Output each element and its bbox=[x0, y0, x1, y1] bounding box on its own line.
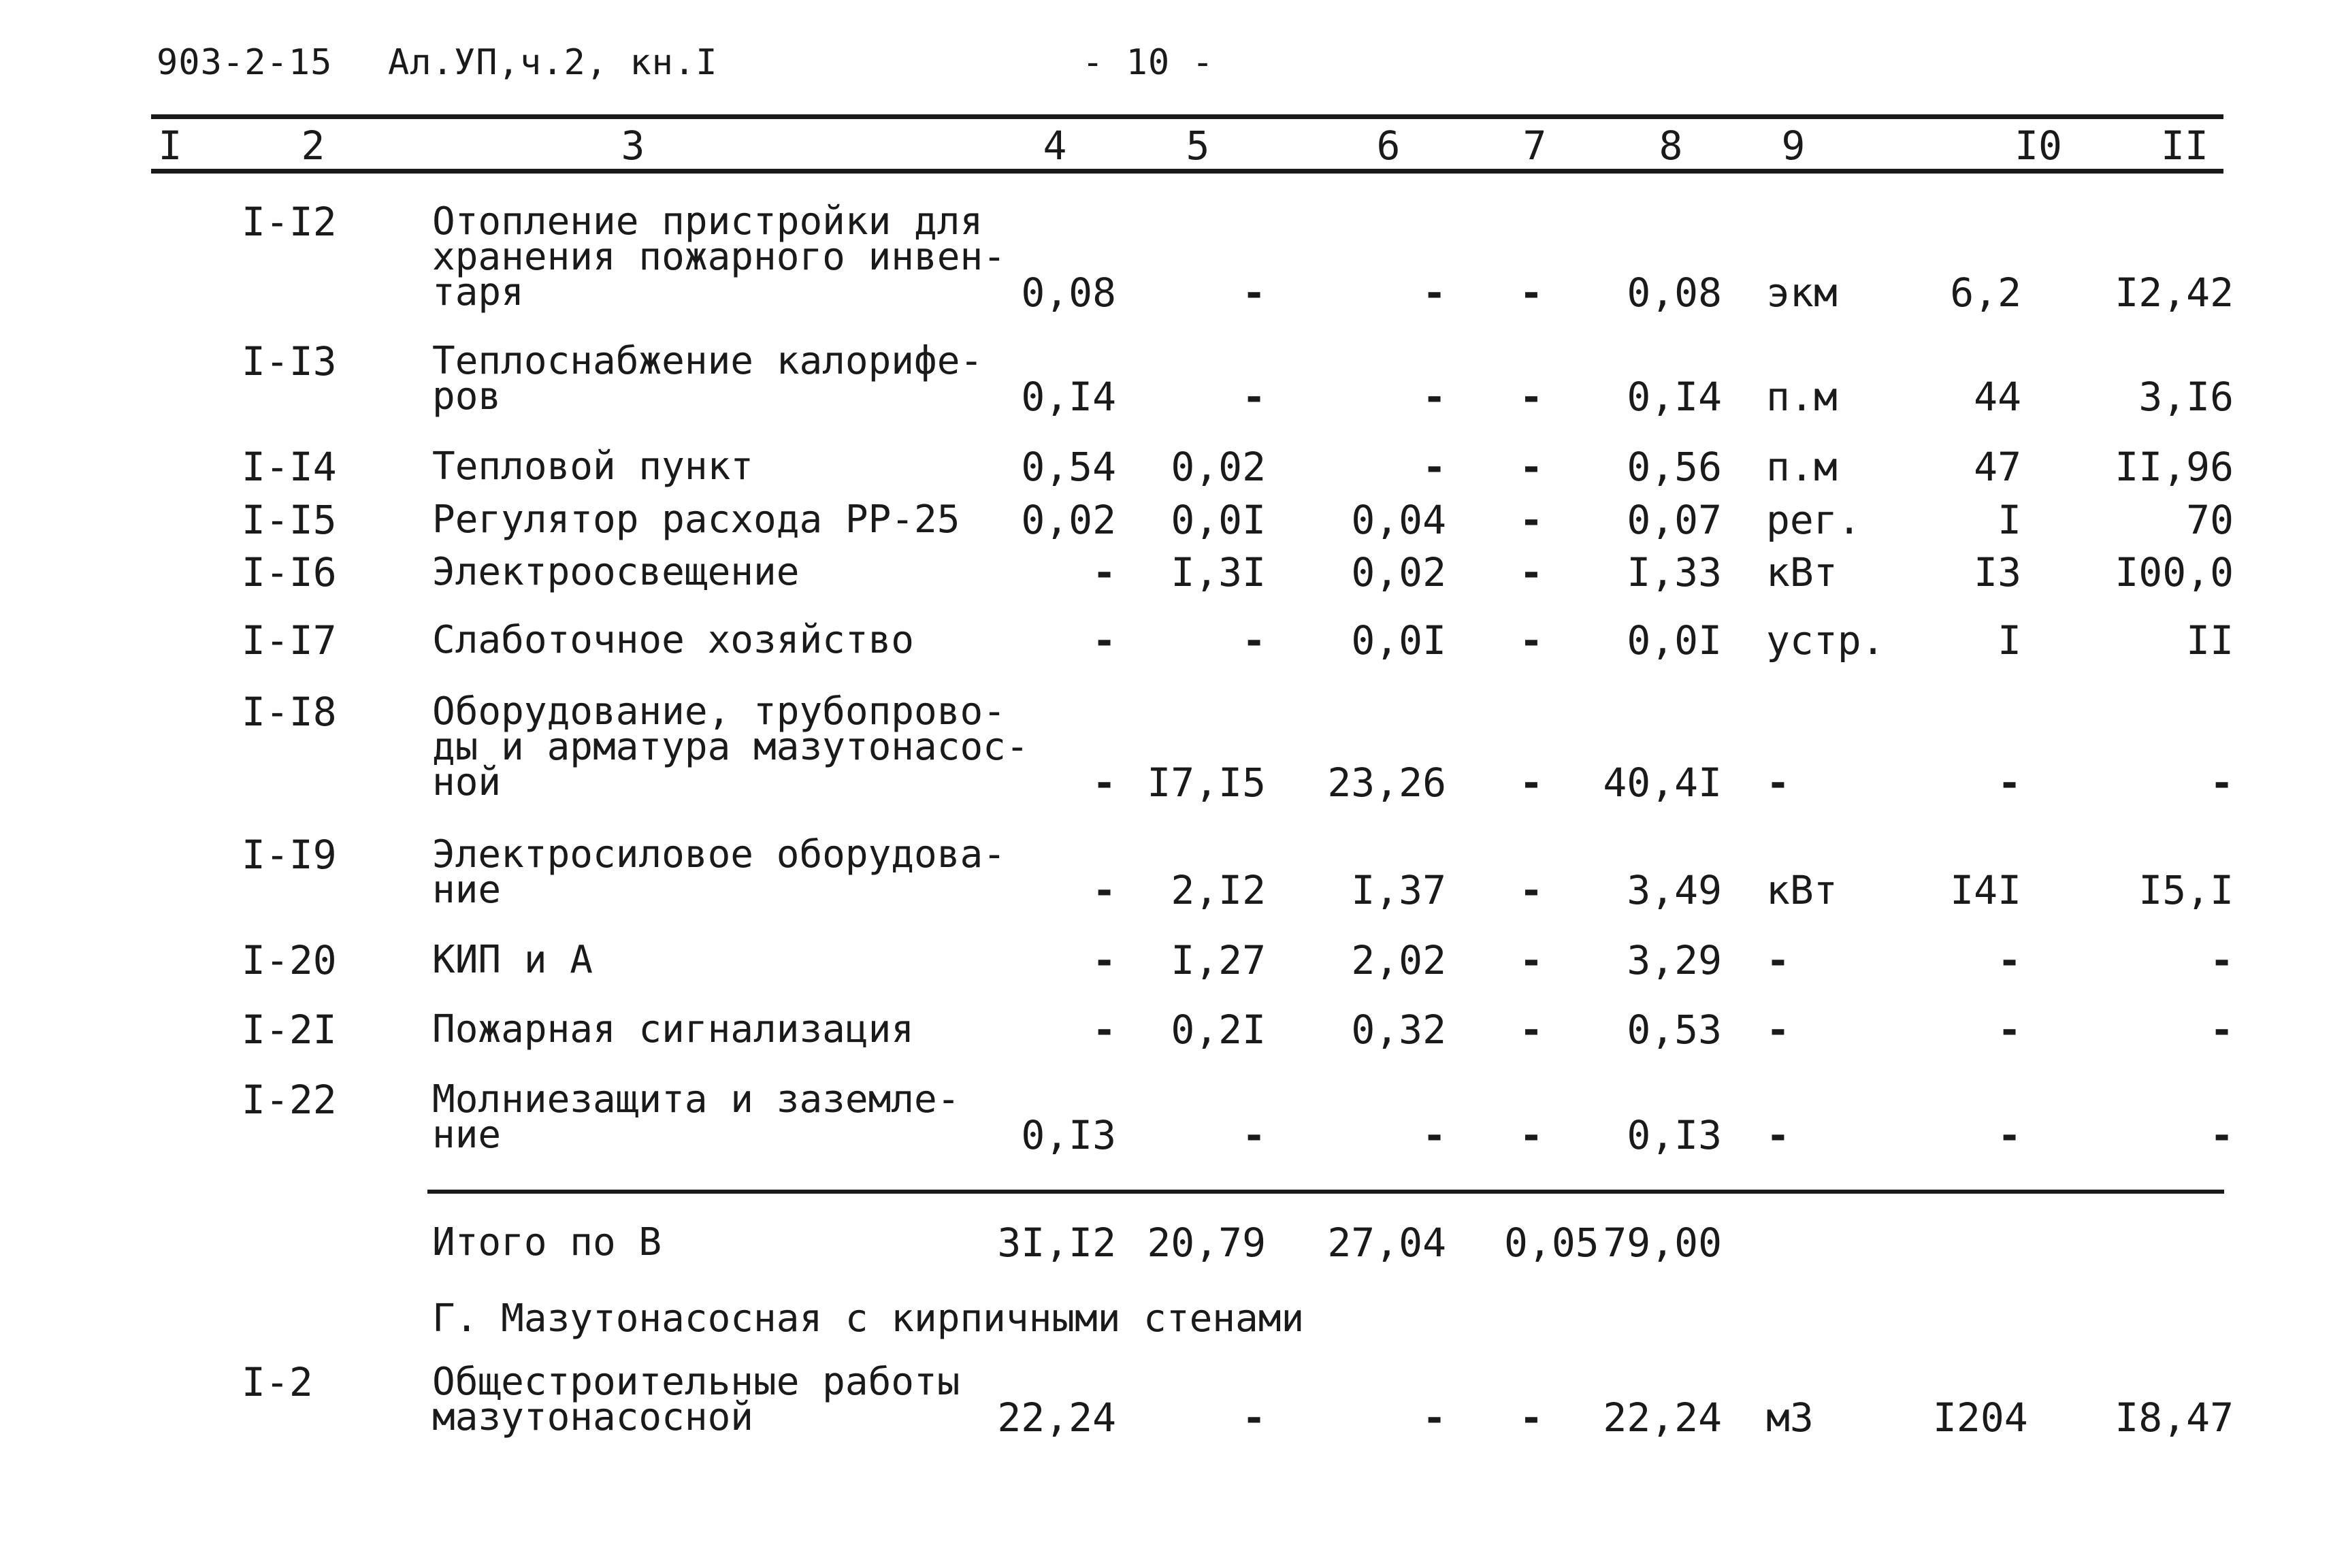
row-c7: - bbox=[1519, 867, 1544, 913]
row-c4: - bbox=[1092, 617, 1116, 664]
row-c10: - bbox=[1998, 1112, 2021, 1158]
row-c6: I,37 bbox=[1351, 867, 1446, 913]
row-c8: 0,I4 bbox=[1627, 374, 1722, 420]
row-code: I-I3 bbox=[242, 338, 337, 385]
row-desc: Электросиловое оборудова- ние bbox=[432, 832, 1006, 912]
album-ref: Ал.УП,ч.2, кн.I bbox=[388, 42, 718, 83]
row-c10: - bbox=[1998, 760, 2021, 806]
row-code: I-I6 bbox=[242, 549, 337, 595]
total-rule bbox=[427, 1190, 2224, 1194]
row-desc: Слаботочное хозяйство bbox=[432, 618, 915, 662]
row-code: I-2 bbox=[242, 1359, 313, 1405]
row-c9: кВт bbox=[1766, 549, 1838, 595]
row-c8: 0,07 bbox=[1627, 497, 1722, 543]
row-desc: Электроосвещение bbox=[432, 550, 800, 594]
total-c6: 27,04 bbox=[1327, 1220, 1446, 1266]
total-c4: 3I,I2 bbox=[997, 1220, 1116, 1266]
row-c6: 0,04 bbox=[1351, 497, 1446, 543]
row-c11: - bbox=[2210, 937, 2234, 983]
row-c8: 0,I3 bbox=[1627, 1112, 1722, 1158]
row-c4: - bbox=[1092, 760, 1116, 806]
row-c5: 0,02 bbox=[1171, 444, 1266, 490]
col-header: II bbox=[2161, 122, 2208, 169]
row-c10: I4I bbox=[1950, 867, 2021, 913]
row-c10: I bbox=[1998, 617, 2021, 664]
row-c5: 2,I2 bbox=[1171, 867, 1266, 913]
row-c11: 70 bbox=[2186, 497, 2234, 543]
row-c9: - bbox=[1766, 1007, 1790, 1053]
row-c7: - bbox=[1519, 937, 1544, 983]
total-c8: 79,00 bbox=[1603, 1220, 1722, 1266]
row-code: I-22 bbox=[242, 1077, 337, 1123]
row-c6: 0,02 bbox=[1351, 549, 1446, 595]
row-c9: п.м bbox=[1766, 444, 1838, 490]
row-c11: - bbox=[2210, 1112, 2234, 1158]
row-c11: 3,I6 bbox=[2138, 374, 2234, 420]
row-c10: 6,2 bbox=[1950, 270, 2021, 316]
row-c6: 0,0I bbox=[1351, 617, 1446, 664]
row-c8: 3,29 bbox=[1627, 937, 1722, 983]
row-c9: - bbox=[1766, 937, 1790, 983]
row-c4: 0,08 bbox=[1021, 270, 1116, 316]
row-c4: 0,I4 bbox=[1021, 374, 1116, 420]
row-c6: - bbox=[1422, 374, 1446, 420]
row-c6: - bbox=[1422, 1394, 1446, 1441]
row-c4: - bbox=[1092, 1007, 1116, 1053]
row-c9: устр. bbox=[1766, 617, 1885, 664]
row-desc: Тепловой пункт bbox=[432, 444, 754, 489]
row-c8: 0,53 bbox=[1627, 1007, 1722, 1053]
col-header: 5 bbox=[1186, 122, 1210, 169]
row-c4: 0,54 bbox=[1021, 444, 1116, 490]
col-header: I bbox=[158, 122, 182, 169]
row-c7: - bbox=[1519, 549, 1544, 595]
row-c8: I,33 bbox=[1627, 549, 1722, 595]
total-label: Итого по В bbox=[432, 1220, 662, 1264]
row-code: I-20 bbox=[242, 937, 337, 983]
row-desc: Общестроительные работы мазутонасосной bbox=[432, 1360, 960, 1439]
col-header: 2 bbox=[301, 122, 325, 169]
row-c11: I2,42 bbox=[2115, 270, 2234, 316]
row-c9: - bbox=[1766, 1112, 1790, 1158]
row-c5: 0,2I bbox=[1171, 1007, 1266, 1053]
row-c8: 0,56 bbox=[1627, 444, 1722, 490]
top-rule bbox=[151, 114, 2223, 119]
row-c6: - bbox=[1422, 270, 1446, 316]
row-c9: п.м bbox=[1766, 374, 1838, 420]
row-c8: 0,08 bbox=[1627, 270, 1722, 316]
row-c5: I,27 bbox=[1171, 937, 1266, 983]
row-c7: - bbox=[1519, 444, 1544, 490]
row-c5: - bbox=[1242, 270, 1266, 316]
row-c6: 0,32 bbox=[1351, 1007, 1446, 1053]
row-c4: 0,I3 bbox=[1021, 1112, 1116, 1158]
row-c4: 22,24 bbox=[997, 1394, 1116, 1441]
col-header: 3 bbox=[621, 122, 645, 169]
row-c9: рег. bbox=[1766, 497, 1861, 543]
row-c8: 3,49 bbox=[1627, 867, 1722, 913]
row-c5: I7,I5 bbox=[1147, 760, 1266, 806]
col-header: 4 bbox=[1043, 122, 1067, 169]
row-code: I-I5 bbox=[242, 497, 337, 543]
row-c9: м3 bbox=[1766, 1394, 1814, 1441]
col-header: 7 bbox=[1522, 122, 1547, 169]
row-desc: Пожарная сигнализация bbox=[432, 1007, 915, 1051]
row-desc: Оборудование, трубопрово- ды и арматура мазутонасос- ной bbox=[432, 689, 1029, 804]
row-c11: I5,I bbox=[2138, 867, 2234, 913]
row-c10: I204 bbox=[1933, 1394, 2028, 1441]
row-c7: - bbox=[1519, 1112, 1544, 1158]
row-c6: - bbox=[1422, 1112, 1446, 1158]
row-c7: - bbox=[1519, 1007, 1544, 1053]
row-c4: - bbox=[1092, 549, 1116, 595]
row-code: I-I4 bbox=[242, 444, 337, 490]
row-c11: - bbox=[2210, 760, 2234, 806]
col-header: I0 bbox=[2015, 122, 2062, 169]
header-rule bbox=[151, 169, 2223, 174]
row-c5: - bbox=[1242, 617, 1266, 664]
row-c8: 22,24 bbox=[1603, 1394, 1722, 1441]
row-c8: 40,4I bbox=[1603, 760, 1722, 806]
row-c11: I00,0 bbox=[2115, 549, 2234, 595]
row-c10: - bbox=[1998, 937, 2021, 983]
row-c11: I8,47 bbox=[2115, 1394, 2234, 1441]
row-c5: I,3I bbox=[1171, 549, 1266, 595]
row-c11: II,96 bbox=[2115, 444, 2234, 490]
row-c9: экм bbox=[1766, 270, 1838, 316]
row-c10: - bbox=[1998, 1007, 2021, 1053]
row-c7: - bbox=[1519, 1394, 1544, 1441]
row-c7: - bbox=[1519, 760, 1544, 806]
row-code: I-I7 bbox=[242, 617, 337, 664]
row-c4: - bbox=[1092, 867, 1116, 913]
row-c10: 44 bbox=[1974, 374, 2021, 420]
col-header: 6 bbox=[1376, 122, 1401, 169]
row-c10: I3 bbox=[1974, 549, 2021, 595]
row-c6: 2,02 bbox=[1351, 937, 1446, 983]
row-c5: - bbox=[1242, 1112, 1266, 1158]
row-c6: - bbox=[1422, 444, 1446, 490]
doc-code: 903-2-15 bbox=[157, 42, 333, 83]
row-c7: - bbox=[1519, 374, 1544, 420]
row-desc: Регулятор расхода РР-25 bbox=[432, 497, 960, 542]
row-c5: 0,0I bbox=[1171, 497, 1266, 543]
col-header: 9 bbox=[1781, 122, 1806, 169]
row-code: I-2I bbox=[242, 1007, 337, 1053]
row-c9: - bbox=[1766, 760, 1790, 806]
row-c4: 0,02 bbox=[1021, 497, 1116, 543]
row-c8: 0,0I bbox=[1627, 617, 1722, 664]
row-c11: - bbox=[2210, 1007, 2234, 1053]
row-desc: КИП и А bbox=[432, 938, 593, 982]
row-c7: - bbox=[1519, 497, 1544, 543]
row-c7: - bbox=[1519, 617, 1544, 664]
row-c10: 47 bbox=[1974, 444, 2021, 490]
row-desc: Теплоснабжение калорифе- ров bbox=[432, 339, 983, 419]
total-c5: 20,79 bbox=[1147, 1220, 1266, 1266]
row-desc: Отопление пристройки для хранения пожарного инвен- таря bbox=[432, 199, 1006, 314]
row-c11: II bbox=[2186, 617, 2234, 664]
row-code: I-I2 bbox=[242, 199, 337, 245]
total-c7: 0,05 bbox=[1504, 1220, 1599, 1266]
col-header: 8 bbox=[1659, 122, 1683, 169]
page-number: - 10 - bbox=[1082, 42, 1214, 83]
row-c9: кВт bbox=[1766, 867, 1838, 913]
section-title: Г. Мазутонасосная с кирпичными стенами bbox=[432, 1296, 1305, 1341]
row-c5: - bbox=[1242, 374, 1266, 420]
row-c7: - bbox=[1519, 270, 1544, 316]
row-code: I-I9 bbox=[242, 832, 337, 878]
row-c6: 23,26 bbox=[1327, 760, 1446, 806]
row-c10: I bbox=[1998, 497, 2021, 543]
row-code: I-I8 bbox=[242, 689, 337, 735]
row-c5: - bbox=[1242, 1394, 1266, 1441]
row-c4: - bbox=[1092, 937, 1116, 983]
row-desc: Молниезащита и заземле- ние bbox=[432, 1077, 960, 1157]
